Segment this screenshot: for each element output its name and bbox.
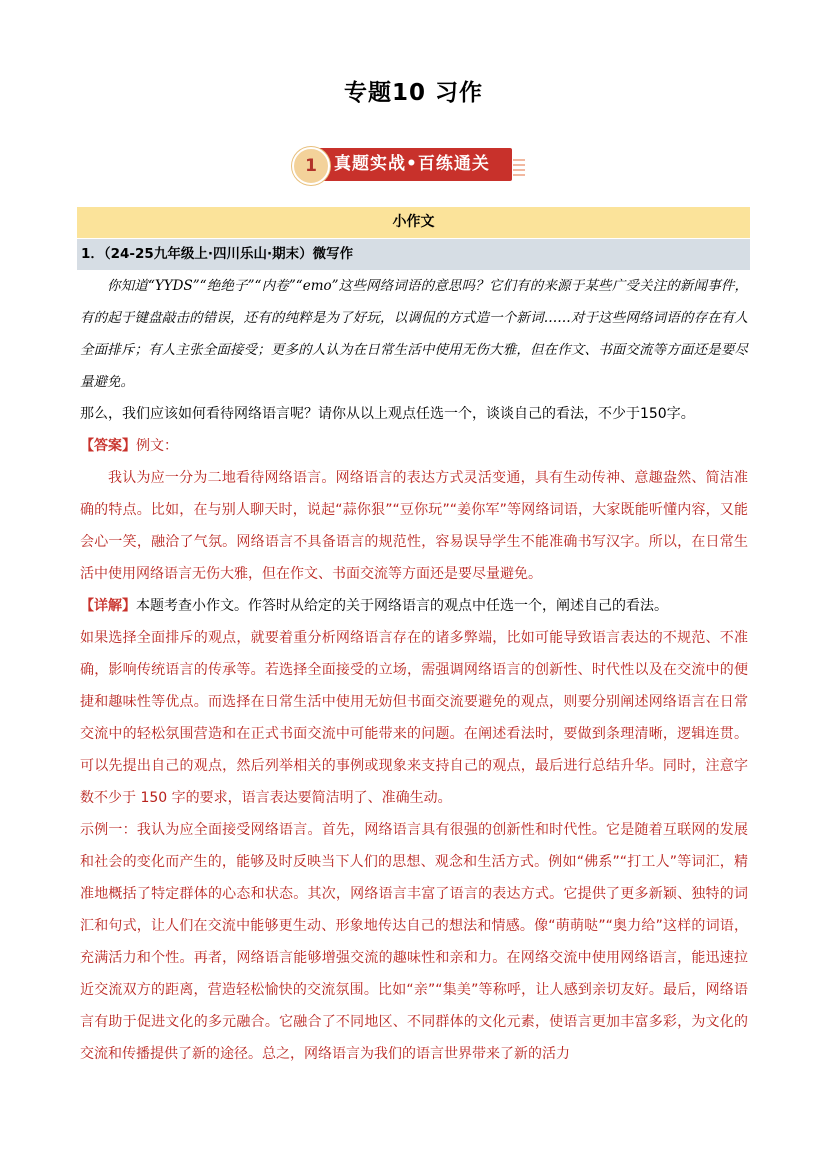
answer-label: 【答案】	[80, 438, 136, 454]
detail-label: 【详解】	[80, 598, 136, 614]
banner-number-badge: 1	[292, 147, 330, 185]
banner-text: 真题实战•百练通关	[334, 154, 490, 174]
answer-heading	[80, 430, 748, 462]
section-banner	[290, 142, 535, 188]
answer-text: 我认为应一分为二地看待网络语言。网络语言的表达方式灵活变通，具有生动传神、意趣盎然、简洁准确的特点。比如，在与别人聊天时，说起“蒜你狠”“豆你玩”“姜你军”等网络词语，大家既能听懂内容，又能会心一笑，融洽了气氛。网络语言不具备语言的规范性，容易误导学生不能准确书写汉字。所以，在日常生活中使用网络语言无伤大雅，但在作文、书面交流等方面还是要尽量避免。	[80, 470, 748, 582]
prompt-text: 你知道“YYDS”“绝绝子”“内卷”“emo”这些网络词语的意思吗？它们有的来源于某些广受关注的新闻事件，有的起于键盘敲击的错误，还有的纯粹是为了好玩，以调侃的方式造一个新词……对于这些网络词语的存在有人全面排斥；有人主张全面接受；更多的人认为在日常生活中使用无伤大雅，但在作文、书面交流等方面还是要尽量避免。	[80, 278, 748, 390]
question-text: 那么，我们应该如何看待网络语言呢？请你从以上观点任选一个，谈谈自己的看法，不少于150字。	[80, 406, 695, 422]
page-title: 专题10 习作	[343, 80, 483, 106]
section-header: 小作文	[77, 207, 750, 238]
question-title: 1．（24-25九年级上·四川乐山·期末）微写作	[81, 246, 354, 262]
banner-stripes-decoration	[513, 159, 525, 179]
detail-intro: 本题考查小作文。作答时从给定的关于网络语言的观点中任选一个，阐述自己的看法。	[136, 598, 668, 614]
question-title-bar	[77, 239, 750, 270]
detail-heading	[80, 590, 748, 622]
document-body	[80, 270, 748, 1070]
example-label: 例文：	[136, 438, 178, 454]
detail-body: 如果选择全面排斥的观点，就要着重分析网络语言存在的诸多弊端，比如可能导致语言表达的不规范、不准确，影响传统语言的传承等。若选择全面接受的立场，需强调网络语言的创新性、时代性以及在交流中的便捷和趣味性等优点。而选择在日常生活中使用无妨但书面交流要避免的观点，则要分别阐述网络语言在日常交流中的轻松氛围营造和在正式书面交流中可能带来的问题。在阐述看法时，要做到条理清晰，逻辑连贯。可以先提出自己的观点，然后列举相关的事例或现象来支持自己的观点，最后进行总结升华。同时，注意字数不少于 150 字的要求，语言表达要简洁明了、准确生动。	[80, 630, 748, 806]
example-one-text: 示例一：我认为应全面接受网络语言。首先，网络语言具有很强的创新性和时代性。它是随着互联网的发展和社会的变化而产生的，能够及时反映当下人们的思想、观念和生活方式。例如“佛系”“打工人”等词汇，精准地概括了特定群体的心态和状态。其次，网络语言丰富了语言的表达方式。它提供了更多新颖、独特的词汇和句式，让人们在交流中能够更生动、形象地传达自己的想法和情感。像“萌萌哒”“奥力给”这样的词语，充满活力和个性。再者，网络语言能够增强交流的趣味性和亲和力。在网络交流中使用网络语言，能迅速拉近交流双方的距离，营造轻松愉快的交流氛围。比如“亲”“集美”等称呼，让人感到亲切友好。最后，网络语言有助于促进文化的多元融合。它融合了不同地区、不同群体的文化元素，使语言更加丰富多彩，为文化的交流和传播提供了新的途径。总之，网络语言为我们的语言世界带来了新的活力	[80, 822, 748, 1062]
